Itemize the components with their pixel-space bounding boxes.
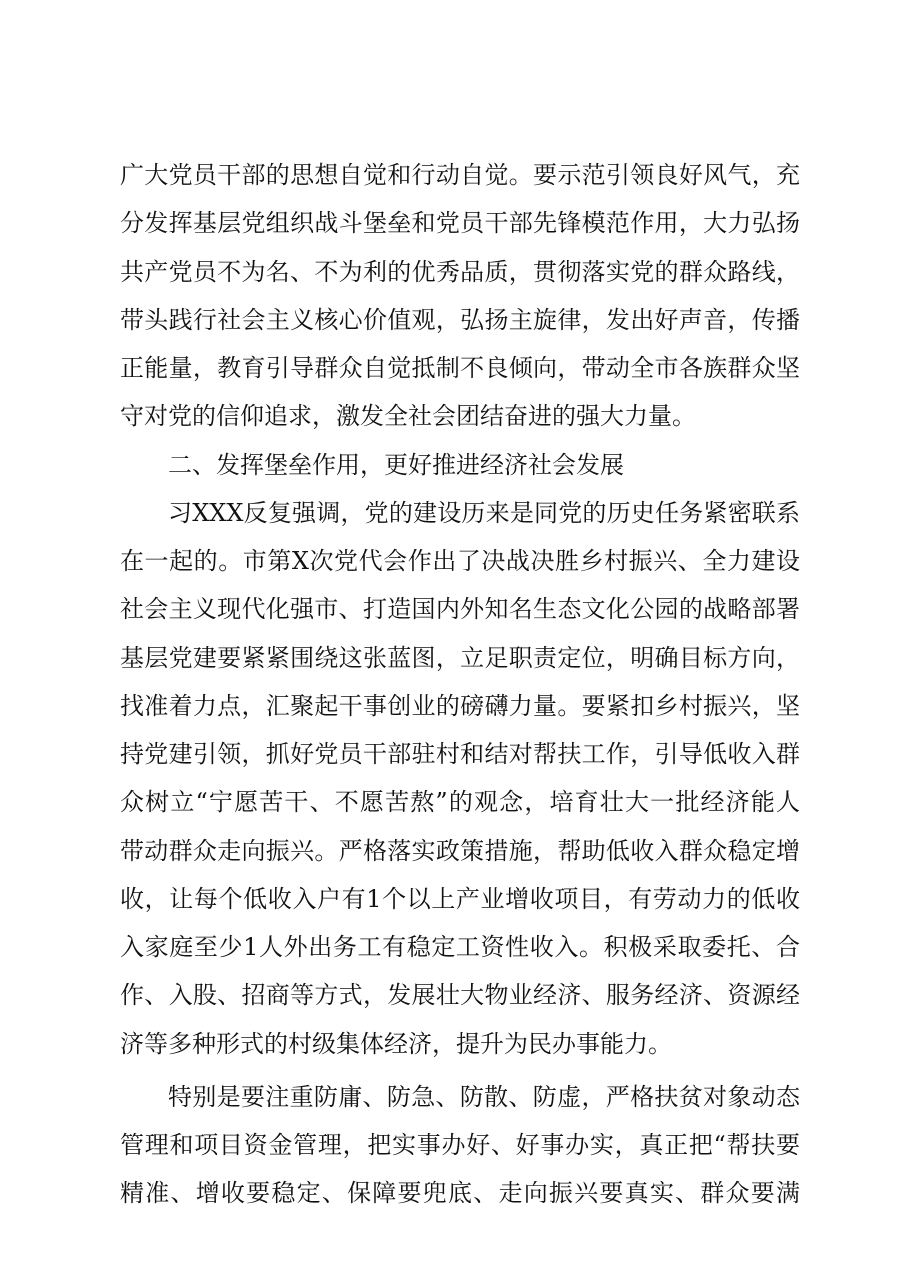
text-line: 正能量，教育引导群众自觉抵制不良倾向，带动全市各族群众坚 <box>120 354 800 382</box>
section-heading: 二、发挥堡垒作用，更好推进经济社会发展 <box>168 451 624 479</box>
text-line: 作、入股、招商等方式，发展壮大物业经济、服务经济、资源经 <box>120 981 800 1009</box>
text-line: 在一起的。市第X次党代会作出了决战决胜乡村振兴、全力建设 <box>120 547 800 575</box>
text-line: 管理和项目资金管理，把实事办好、好事办实，真正把“帮扶要 <box>120 1131 800 1159</box>
text-line: 习XXX反复强调，党的建设历来是同党的历史任务紧密联系 <box>168 499 800 527</box>
text-line: 带头践行社会主义核心价值观，弘扬主旋律，发出好声音，传播 <box>120 306 800 334</box>
text-line: 基层党建要紧紧围绕这张蓝图，立足职责定位，明确目标方向， <box>120 644 800 672</box>
text-line: 守对党的信仰追求，激发全社会团结奋进的强大力量。 <box>120 402 696 430</box>
text-line: 找准着力点，汇聚起干事创业的磅礴力量。要紧扣乡村振兴，坚 <box>120 692 800 720</box>
text-line: 社会主义现代化强市、打造国内外知名生态文化公园的战略部署 <box>120 595 800 623</box>
text-line: 带动群众走向振兴。严格落实政策措施，帮助低收入群众稳定增 <box>120 837 800 865</box>
text-line: 分发挥基层党组织战斗堡垒和党员干部先锋模范作用，大力弘扬 <box>120 209 800 237</box>
text-line: 众树立“宁愿苦干、不愿苦熬”的观念，培育壮大一批经济能人 <box>120 788 800 816</box>
text-line: 入家庭至少1人外出务工有稳定工资性收入。积极采取委托、合 <box>120 933 800 961</box>
text-line: 共产党员不为名、不为利的优秀品质，贯彻落实党的群众路线， <box>120 258 800 286</box>
text-line: 精准、增收要稳定、保障要兜底、走向振兴要真实、群众要满 <box>120 1179 800 1207</box>
text-line: 广大党员干部的思想自觉和行动自觉。要示范引领良好风气，充 <box>120 161 800 189</box>
text-line: 济等多种形式的村级集体经济，提升为民办事能力。 <box>120 1030 672 1058</box>
text-line: 持党建引领，抓好党员干部驻村和结对帮扶工作，引导低收入群 <box>120 740 800 768</box>
text-line: 收，让每个低收入户有1个以上产业增收项目，有劳动力的低收 <box>120 885 800 913</box>
text-line: 特别是要注重防庸、防急、防散、防虚，严格扶贫对象动态 <box>168 1083 800 1111</box>
